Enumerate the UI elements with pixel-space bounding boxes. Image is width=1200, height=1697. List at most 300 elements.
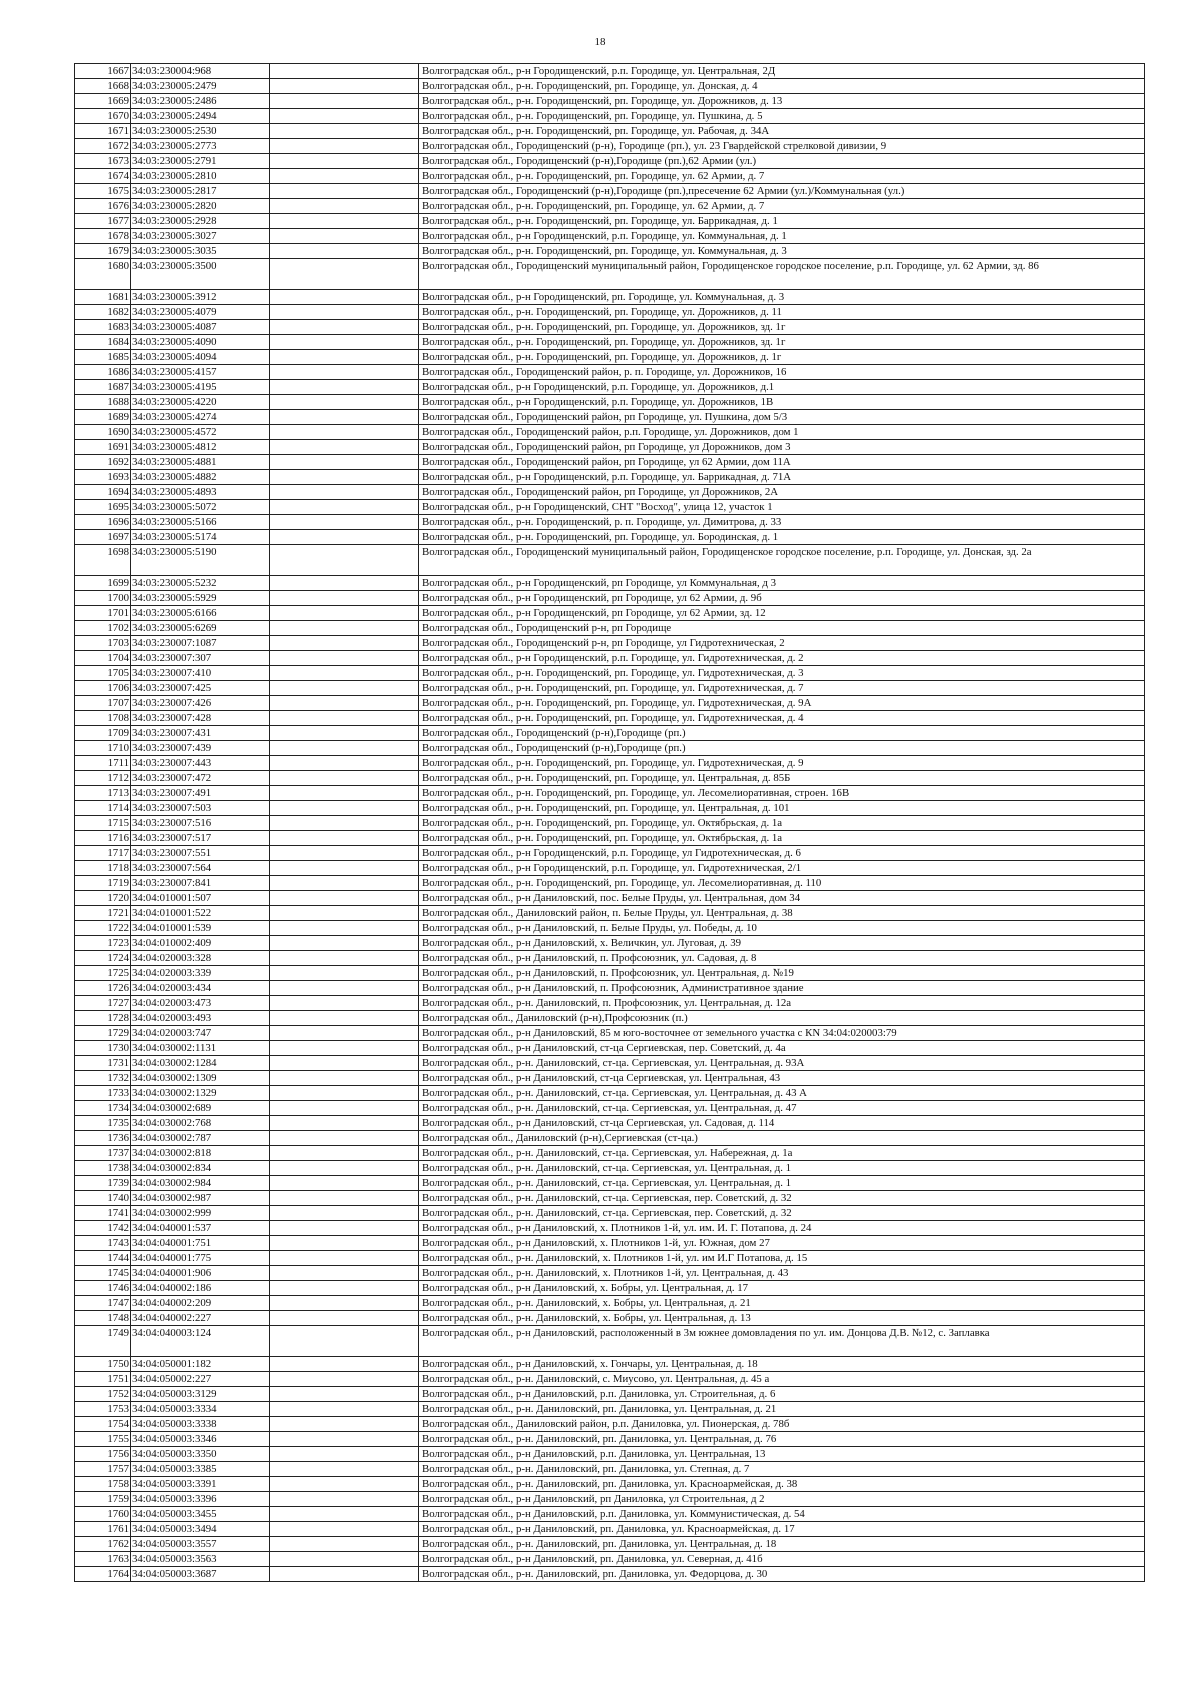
row-number-cell: 1683 bbox=[75, 320, 131, 335]
empty-cell bbox=[270, 1191, 419, 1206]
address-cell: Волгоградская обл., р-н. Городищенский, рп. Городище, ул. Дорожников, зд. 1г bbox=[419, 335, 1145, 350]
row-number-cell: 1740 bbox=[75, 1191, 131, 1206]
address-cell: Волгоградская обл., р-н Даниловский, ст-ца Сергиевская, пер. Советский, д. 4а bbox=[419, 1041, 1145, 1056]
table-row bbox=[75, 681, 1145, 696]
row-number-cell: 1677 bbox=[75, 214, 131, 229]
row-number-cell: 1745 bbox=[75, 1266, 131, 1281]
address-cell: Волгоградская обл., р-н. Городищенский, рп. Городище, ул. Баррикадная, д. 1 bbox=[419, 214, 1145, 229]
table-row bbox=[75, 184, 1145, 199]
table-row bbox=[75, 1176, 1145, 1191]
cadastral-number-cell: 34:03:230005:2530 bbox=[131, 124, 270, 139]
table-row bbox=[75, 124, 1145, 139]
row-number-cell: 1680 bbox=[75, 259, 131, 290]
cadastral-number-cell: 34:04:030002:987 bbox=[131, 1191, 270, 1206]
table-row bbox=[75, 981, 1145, 996]
address-cell: Волгоградская обл., р-н. Городищенский, рп. Городище, ул. 62 Армии, д. 7 bbox=[419, 169, 1145, 184]
empty-cell bbox=[270, 891, 419, 906]
cadastral-number-cell: 34:03:230007:425 bbox=[131, 681, 270, 696]
address-cell: Волгоградская обл., Городищенский муниципальный район, Городищенское городское поселение, р.п. Городище, ул. Донская, зд. 2а bbox=[419, 545, 1145, 576]
address-cell: Волгоградская обл., р-н Даниловский, х. Величкин, ул. Луговая, д. 39 bbox=[419, 936, 1145, 951]
row-number-cell: 1689 bbox=[75, 410, 131, 425]
row-number-cell: 1693 bbox=[75, 470, 131, 485]
table-row bbox=[75, 666, 1145, 681]
empty-cell bbox=[270, 846, 419, 861]
cadastral-number-cell: 34:03:230005:2928 bbox=[131, 214, 270, 229]
address-cell: Волгоградская обл., Городищенский район, р. п. Городище, ул. Дорожников, 16 bbox=[419, 365, 1145, 380]
address-cell: Волгоградская обл., Даниловский (р-н),Сергиевская (ст-ца.) bbox=[419, 1131, 1145, 1146]
table-row bbox=[75, 1447, 1145, 1462]
table-row bbox=[75, 831, 1145, 846]
register-table bbox=[74, 63, 1145, 1582]
table-row bbox=[75, 1507, 1145, 1522]
cadastral-number-cell: 34:04:030002:818 bbox=[131, 1146, 270, 1161]
row-number-cell: 1714 bbox=[75, 801, 131, 816]
address-cell: Волгоградская обл., Городищенский муниципальный район, Городищенское городское поселение, р.п. Городище, ул. 62 Армии, зд. 86 bbox=[419, 259, 1145, 290]
table-row bbox=[75, 244, 1145, 259]
table-row bbox=[75, 636, 1145, 651]
address-cell: Волгоградская обл., р-н Городищенский, рп. Городище, ул. Коммунальная, д. 3 bbox=[419, 290, 1145, 305]
empty-cell bbox=[270, 741, 419, 756]
empty-cell bbox=[270, 455, 419, 470]
address-cell: Волгоградская обл., р-н. Даниловский, ст-ца. Сергиевская, пер. Советский, д. 32 bbox=[419, 1206, 1145, 1221]
row-number-cell: 1692 bbox=[75, 455, 131, 470]
cadastral-number-cell: 34:04:050003:3455 bbox=[131, 1507, 270, 1522]
row-number-cell: 1737 bbox=[75, 1146, 131, 1161]
address-cell: Волгоградская обл., р-н. Даниловский, ст-ца. Сергиевская, ул. Центральная, д. 47 bbox=[419, 1101, 1145, 1116]
empty-cell bbox=[270, 1011, 419, 1026]
row-number-cell: 1755 bbox=[75, 1432, 131, 1447]
empty-cell bbox=[270, 801, 419, 816]
row-number-cell: 1718 bbox=[75, 861, 131, 876]
address-cell: Волгоградская обл., р-н Городищенский, рп Городище, ул Коммунальная, д 3 bbox=[419, 576, 1145, 591]
address-cell: Волгоградская обл., Городищенский р-н, рп Городище bbox=[419, 621, 1145, 636]
table-row bbox=[75, 1326, 1145, 1357]
empty-cell bbox=[270, 756, 419, 771]
address-cell: Волгоградская обл., р-н. Городищенский, рп. Городище, ул. Лесомелиоративная, строен. 16В bbox=[419, 786, 1145, 801]
row-number-cell: 1725 bbox=[75, 966, 131, 981]
row-number-cell: 1762 bbox=[75, 1537, 131, 1552]
address-cell: Волгоградская обл., р-н. Городищенский, рп. Городище, ул. Дорожников, д. 1г bbox=[419, 350, 1145, 365]
cadastral-number-cell: 34:04:050003:3129 bbox=[131, 1387, 270, 1402]
cadastral-number-cell: 34:04:010001:507 bbox=[131, 891, 270, 906]
empty-cell bbox=[270, 425, 419, 440]
cadastral-number-cell: 34:03:230005:4079 bbox=[131, 305, 270, 320]
row-number-cell: 1738 bbox=[75, 1161, 131, 1176]
empty-cell bbox=[270, 1357, 419, 1372]
cadastral-number-cell: 34:04:030002:999 bbox=[131, 1206, 270, 1221]
address-cell: Волгоградская обл., р-н Даниловский, х. Плотников 1-й, ул. Южная, дом 27 bbox=[419, 1236, 1145, 1251]
address-cell: Волгоградская обл., р-н Даниловский, р.п. Даниловка, ул. Центральная, 13 bbox=[419, 1447, 1145, 1462]
table-row bbox=[75, 1161, 1145, 1176]
address-cell: Волгоградская обл., р-н. Городищенский, рп. Городище, ул. Коммунальная, д. 3 bbox=[419, 244, 1145, 259]
table-row bbox=[75, 154, 1145, 169]
row-number-cell: 1674 bbox=[75, 169, 131, 184]
table-row bbox=[75, 1236, 1145, 1251]
table-row bbox=[75, 891, 1145, 906]
row-number-cell: 1713 bbox=[75, 786, 131, 801]
address-cell: Волгоградская обл., р-н. Городищенский, рп. Городище, ул. 62 Армии, д. 7 bbox=[419, 199, 1145, 214]
empty-cell bbox=[270, 1296, 419, 1311]
cadastral-number-cell: 34:03:230005:2494 bbox=[131, 109, 270, 124]
address-cell: Волгоградская обл., р-н Даниловский, п. Профсоюзник, ул. Центральная, д. №19 bbox=[419, 966, 1145, 981]
cadastral-number-cell: 34:03:230005:2486 bbox=[131, 94, 270, 109]
cadastral-number-cell: 34:04:040001:751 bbox=[131, 1236, 270, 1251]
empty-cell bbox=[270, 1026, 419, 1041]
row-number-cell: 1710 bbox=[75, 741, 131, 756]
address-cell: Волгоградская обл., р-н. Даниловский, ст-ца. Сергиевская, пер. Советский, д. 32 bbox=[419, 1191, 1145, 1206]
table-row bbox=[75, 320, 1145, 335]
row-number-cell: 1684 bbox=[75, 335, 131, 350]
table-row bbox=[75, 545, 1145, 576]
row-number-cell: 1717 bbox=[75, 846, 131, 861]
cadastral-number-cell: 34:04:050003:3385 bbox=[131, 1462, 270, 1477]
empty-cell bbox=[270, 290, 419, 305]
table-row bbox=[75, 1462, 1145, 1477]
empty-cell bbox=[270, 1447, 419, 1462]
table-row bbox=[75, 1552, 1145, 1567]
cadastral-number-cell: 34:03:230007:551 bbox=[131, 846, 270, 861]
empty-cell bbox=[270, 1071, 419, 1086]
address-cell: Волгоградская обл., р-н. Городищенский, рп. Городище, ул. Центральная, д. 85Б bbox=[419, 771, 1145, 786]
empty-cell bbox=[270, 244, 419, 259]
row-number-cell: 1727 bbox=[75, 996, 131, 1011]
table-row bbox=[75, 470, 1145, 485]
table-row bbox=[75, 1221, 1145, 1236]
empty-cell bbox=[270, 410, 419, 425]
cadastral-number-cell: 34:04:050001:182 bbox=[131, 1357, 270, 1372]
table-row bbox=[75, 1537, 1145, 1552]
empty-cell bbox=[270, 1206, 419, 1221]
cadastral-number-cell: 34:03:230005:2773 bbox=[131, 139, 270, 154]
row-number-cell: 1690 bbox=[75, 425, 131, 440]
cadastral-number-cell: 34:03:230005:2479 bbox=[131, 79, 270, 94]
empty-cell bbox=[270, 440, 419, 455]
cadastral-number-cell: 34:03:230007:431 bbox=[131, 726, 270, 741]
empty-cell bbox=[270, 199, 419, 214]
row-number-cell: 1701 bbox=[75, 606, 131, 621]
row-number-cell: 1736 bbox=[75, 1131, 131, 1146]
empty-cell bbox=[270, 831, 419, 846]
empty-cell bbox=[270, 1086, 419, 1101]
cadastral-number-cell: 34:04:020003:493 bbox=[131, 1011, 270, 1026]
address-cell: Волгоградская обл., р-н. Городищенский, рп. Городище, ул. Дорожников, д. 11 bbox=[419, 305, 1145, 320]
table-row bbox=[75, 996, 1145, 1011]
empty-cell bbox=[270, 906, 419, 921]
cadastral-number-cell: 34:04:050003:3338 bbox=[131, 1417, 270, 1432]
address-cell: Волгоградская обл., р-н Даниловский, п. Профсоюзник, Административное здание bbox=[419, 981, 1145, 996]
empty-cell bbox=[270, 951, 419, 966]
address-cell: Волгоградская обл., р-н Городищенский, р.п. Городище, ул. Баррикадная, д. 71А bbox=[419, 470, 1145, 485]
table-row bbox=[75, 951, 1145, 966]
table-row bbox=[75, 485, 1145, 500]
row-number-cell: 1669 bbox=[75, 94, 131, 109]
address-cell: Волгоградская обл., р-н Городищенский, р.п. Городище, ул. Дорожников, 1В bbox=[419, 395, 1145, 410]
cadastral-number-cell: 34:03:230005:2820 bbox=[131, 199, 270, 214]
table-row bbox=[75, 440, 1145, 455]
row-number-cell: 1712 bbox=[75, 771, 131, 786]
empty-cell bbox=[270, 621, 419, 636]
empty-cell bbox=[270, 545, 419, 576]
table-row bbox=[75, 696, 1145, 711]
cadastral-number-cell: 34:04:050003:3687 bbox=[131, 1567, 270, 1582]
cadastral-number-cell: 34:03:230005:4087 bbox=[131, 320, 270, 335]
address-cell: Волгоградская обл., р-н Городищенский, р.п. Городище, ул. Гидротехническая, д. 2 bbox=[419, 651, 1145, 666]
row-number-cell: 1673 bbox=[75, 154, 131, 169]
table-row bbox=[75, 500, 1145, 515]
address-cell: Волгоградская обл., р-н. Городищенский, рп. Городище, ул. Дорожников, зд. 1г bbox=[419, 320, 1145, 335]
empty-cell bbox=[270, 711, 419, 726]
table-row bbox=[75, 936, 1145, 951]
cadastral-number-cell: 34:04:050003:3391 bbox=[131, 1477, 270, 1492]
row-number-cell: 1681 bbox=[75, 290, 131, 305]
row-number-cell: 1730 bbox=[75, 1041, 131, 1056]
cadastral-number-cell: 34:03:230005:2817 bbox=[131, 184, 270, 199]
empty-cell bbox=[270, 1567, 419, 1582]
cadastral-number-cell: 34:03:230007:410 bbox=[131, 666, 270, 681]
row-number-cell: 1719 bbox=[75, 876, 131, 891]
table-row bbox=[75, 380, 1145, 395]
empty-cell bbox=[270, 1507, 419, 1522]
address-cell: Волгоградская обл., р-н Даниловский, рп. Даниловка, ул. Северная, д. 41б bbox=[419, 1552, 1145, 1567]
table-row bbox=[75, 591, 1145, 606]
address-cell: Волгоградская обл., р-н. Даниловский, рп. Даниловка, ул. Степная, д. 7 bbox=[419, 1462, 1145, 1477]
row-number-cell: 1723 bbox=[75, 936, 131, 951]
cadastral-number-cell: 34:04:050003:3557 bbox=[131, 1537, 270, 1552]
table-row bbox=[75, 1477, 1145, 1492]
address-cell: Волгоградская обл., Городищенский (р-н), Городище (рп.), ул. 23 Гвардейской стрелковой дивизии, 9 bbox=[419, 139, 1145, 154]
row-number-cell: 1744 bbox=[75, 1251, 131, 1266]
cadastral-number-cell: 34:03:230007:472 bbox=[131, 771, 270, 786]
cadastral-number-cell: 34:03:230005:4220 bbox=[131, 395, 270, 410]
empty-cell bbox=[270, 79, 419, 94]
address-cell: Волгоградская обл., р-н. Даниловский, х. Плотников 1-й, ул. Центральная, д. 43 bbox=[419, 1266, 1145, 1281]
address-cell: Волгоградская обл., р-н Городищенский, р.п. Городище, ул Гидротехническая, д. 6 bbox=[419, 846, 1145, 861]
address-cell: Волгоградская обл., Городищенский район, рп Городище, ул Дорожников, дом 3 bbox=[419, 440, 1145, 455]
cadastral-number-cell: 34:04:040002:227 bbox=[131, 1311, 270, 1326]
address-cell: Волгоградская обл., р-н. Городищенский, рп. Городище, ул. Дорожников, д. 13 bbox=[419, 94, 1145, 109]
row-number-cell: 1688 bbox=[75, 395, 131, 410]
row-number-cell: 1742 bbox=[75, 1221, 131, 1236]
empty-cell bbox=[270, 876, 419, 891]
cadastral-number-cell: 34:03:230005:4157 bbox=[131, 365, 270, 380]
row-number-cell: 1700 bbox=[75, 591, 131, 606]
empty-cell bbox=[270, 184, 419, 199]
row-number-cell: 1672 bbox=[75, 139, 131, 154]
table-row bbox=[75, 1131, 1145, 1146]
address-cell: Волгоградская обл., р-н. Городищенский, рп. Городище, ул. Гидротехническая, д. 3 bbox=[419, 666, 1145, 681]
address-cell: Волгоградская обл., Даниловский район, п. Белые Пруды, ул. Центральная, д. 38 bbox=[419, 906, 1145, 921]
address-cell: Волгоградская обл., Городищенский (р-н),Городище (рп.),пресечение 62 Армии (ул.)/Коммунальная (ул.) bbox=[419, 184, 1145, 199]
address-cell: Волгоградская обл., р-н Даниловский, расположенный в 3м южнее домовладения по ул. им. Донцова Д.В. №12, с. Заплавка bbox=[419, 1326, 1145, 1357]
page-number: 18 bbox=[594, 36, 606, 48]
table-row bbox=[75, 214, 1145, 229]
table-row bbox=[75, 1071, 1145, 1086]
row-number-cell: 1748 bbox=[75, 1311, 131, 1326]
address-cell: Волгоградская обл., р-н Городищенский, рп Городище, ул 62 Армии, д. 9б bbox=[419, 591, 1145, 606]
row-number-cell: 1721 bbox=[75, 906, 131, 921]
cadastral-number-cell: 34:04:040001:537 bbox=[131, 1221, 270, 1236]
table-row bbox=[75, 94, 1145, 109]
row-number-cell: 1698 bbox=[75, 545, 131, 576]
address-cell: Волгоградская обл., р-н Даниловский, р.п. Даниловка, ул. Строительная, д. 6 bbox=[419, 1387, 1145, 1402]
table-row bbox=[75, 395, 1145, 410]
empty-cell bbox=[270, 500, 419, 515]
table-row bbox=[75, 1146, 1145, 1161]
empty-cell bbox=[270, 169, 419, 184]
cadastral-number-cell: 34:03:230005:6269 bbox=[131, 621, 270, 636]
table-row bbox=[75, 335, 1145, 350]
address-cell: Волгоградская обл., р-н. Городищенский, рп. Городище, ул. Лесомелиоративная, д. 110 bbox=[419, 876, 1145, 891]
cadastral-number-cell: 34:03:230007:428 bbox=[131, 711, 270, 726]
row-number-cell: 1704 bbox=[75, 651, 131, 666]
table-row bbox=[75, 530, 1145, 545]
address-cell: Волгоградская обл., р-н Даниловский, х. Плотников 1-й, ул. им. И. Г. Потапова, д. 24 bbox=[419, 1221, 1145, 1236]
address-cell: Волгоградская обл., р-н. Даниловский, ст-ца. Сергиевская, ул. Центральная, д. 93А bbox=[419, 1056, 1145, 1071]
row-number-cell: 1720 bbox=[75, 891, 131, 906]
empty-cell bbox=[270, 1221, 419, 1236]
row-number-cell: 1703 bbox=[75, 636, 131, 651]
empty-cell bbox=[270, 1477, 419, 1492]
empty-cell bbox=[270, 921, 419, 936]
empty-cell bbox=[270, 380, 419, 395]
cadastral-number-cell: 34:03:230005:2810 bbox=[131, 169, 270, 184]
empty-cell bbox=[270, 1266, 419, 1281]
row-number-cell: 1763 bbox=[75, 1552, 131, 1567]
table-row bbox=[75, 651, 1145, 666]
address-cell: Волгоградская обл., р-н Даниловский, х. Гончары, ул. Центральная, д. 18 bbox=[419, 1357, 1145, 1372]
address-cell: Волгоградская обл., р-н Даниловский, п. Белые Пруды, ул. Победы, д. 10 bbox=[419, 921, 1145, 936]
row-number-cell: 1764 bbox=[75, 1567, 131, 1582]
empty-cell bbox=[270, 981, 419, 996]
cadastral-number-cell: 34:04:010002:409 bbox=[131, 936, 270, 951]
empty-cell bbox=[270, 320, 419, 335]
address-cell: Волгоградская обл., р-н Городищенский, р.п. Городище, ул. Гидротехническая, 2/1 bbox=[419, 861, 1145, 876]
row-number-cell: 1682 bbox=[75, 305, 131, 320]
cadastral-number-cell: 34:04:050003:3334 bbox=[131, 1402, 270, 1417]
row-number-cell: 1729 bbox=[75, 1026, 131, 1041]
empty-cell bbox=[270, 139, 419, 154]
row-number-cell: 1754 bbox=[75, 1417, 131, 1432]
table-row bbox=[75, 350, 1145, 365]
row-number-cell: 1728 bbox=[75, 1011, 131, 1026]
empty-cell bbox=[270, 470, 419, 485]
empty-cell bbox=[270, 1161, 419, 1176]
empty-cell bbox=[270, 651, 419, 666]
address-cell: Волгоградская обл., р-н Даниловский, рп Даниловка, ул Строительная, д 2 bbox=[419, 1492, 1145, 1507]
row-number-cell: 1705 bbox=[75, 666, 131, 681]
empty-cell bbox=[270, 1462, 419, 1477]
row-number-cell: 1733 bbox=[75, 1086, 131, 1101]
row-number-cell: 1667 bbox=[75, 64, 131, 79]
row-number-cell: 1731 bbox=[75, 1056, 131, 1071]
row-number-cell: 1749 bbox=[75, 1326, 131, 1357]
table-row bbox=[75, 229, 1145, 244]
cadastral-number-cell: 34:03:230005:4572 bbox=[131, 425, 270, 440]
row-number-cell: 1668 bbox=[75, 79, 131, 94]
table-row bbox=[75, 109, 1145, 124]
address-cell: Волгоградская обл., р-н. Даниловский, рп. Даниловка, ул. Красноармейская, д. 38 bbox=[419, 1477, 1145, 1492]
cadastral-number-cell: 34:04:030002:1309 bbox=[131, 1071, 270, 1086]
row-number-cell: 1722 bbox=[75, 921, 131, 936]
cadastral-number-cell: 34:03:230005:5166 bbox=[131, 515, 270, 530]
table-row bbox=[75, 1251, 1145, 1266]
table-row bbox=[75, 1296, 1145, 1311]
empty-cell bbox=[270, 576, 419, 591]
row-number-cell: 1707 bbox=[75, 696, 131, 711]
row-number-cell: 1711 bbox=[75, 756, 131, 771]
address-cell: Волгоградская обл., р-н. Городищенский, рп. Городище, ул. Центральная, д. 101 bbox=[419, 801, 1145, 816]
row-number-cell: 1686 bbox=[75, 365, 131, 380]
empty-cell bbox=[270, 726, 419, 741]
cadastral-number-cell: 34:03:230007:564 bbox=[131, 861, 270, 876]
address-cell: Волгоградская обл., р-н Даниловский, 85 м юго-восточнее от земельного участка с КN 34:04:020003:79 bbox=[419, 1026, 1145, 1041]
table-row bbox=[75, 771, 1145, 786]
cadastral-number-cell: 34:04:050003:3350 bbox=[131, 1447, 270, 1462]
cadastral-number-cell: 34:04:020003:339 bbox=[131, 966, 270, 981]
cadastral-number-cell: 34:04:030002:768 bbox=[131, 1116, 270, 1131]
row-number-cell: 1695 bbox=[75, 500, 131, 515]
address-cell: Волгоградская обл., р-н. Даниловский, с. Миусово, ул. Центральная, д. 45 а bbox=[419, 1372, 1145, 1387]
address-cell: Волгоградская обл., р-н. Городищенский, рп. Городище, ул. Гидротехническая, д. 9А bbox=[419, 696, 1145, 711]
table-row bbox=[75, 1266, 1145, 1281]
empty-cell bbox=[270, 1056, 419, 1071]
row-number-cell: 1699 bbox=[75, 576, 131, 591]
table-row bbox=[75, 1086, 1145, 1101]
row-number-cell: 1752 bbox=[75, 1387, 131, 1402]
cadastral-number-cell: 34:03:230007:443 bbox=[131, 756, 270, 771]
table-row bbox=[75, 305, 1145, 320]
table-row bbox=[75, 801, 1145, 816]
empty-cell bbox=[270, 229, 419, 244]
address-cell: Волгоградская обл., Городищенский (р-н),Городище (рп.),62 Армии (ул.) bbox=[419, 154, 1145, 169]
row-number-cell: 1716 bbox=[75, 831, 131, 846]
row-number-cell: 1696 bbox=[75, 515, 131, 530]
table-row bbox=[75, 64, 1145, 79]
cadastral-number-cell: 34:04:050003:3494 bbox=[131, 1522, 270, 1537]
empty-cell bbox=[270, 786, 419, 801]
empty-cell bbox=[270, 936, 419, 951]
table-row bbox=[75, 1116, 1145, 1131]
table-row bbox=[75, 1357, 1145, 1372]
cadastral-number-cell: 34:04:020003:328 bbox=[131, 951, 270, 966]
address-cell: Волгоградская обл., р-н. Даниловский, ст-ца. Сергиевская, ул. Набережная, д. 1а bbox=[419, 1146, 1145, 1161]
row-number-cell: 1735 bbox=[75, 1116, 131, 1131]
row-number-cell: 1759 bbox=[75, 1492, 131, 1507]
address-cell: Волгоградская обл., р-н Даниловский, рп. Даниловка, ул. Красноармейская, д. 17 bbox=[419, 1522, 1145, 1537]
address-cell: Волгоградская обл., р-н. Даниловский, п. Профсоюзник, ул. Центральная, д. 12а bbox=[419, 996, 1145, 1011]
empty-cell bbox=[270, 696, 419, 711]
cadastral-number-cell: 34:04:020003:473 bbox=[131, 996, 270, 1011]
table-row bbox=[75, 726, 1145, 741]
cadastral-number-cell: 34:03:230005:4882 bbox=[131, 470, 270, 485]
cadastral-number-cell: 34:03:230007:426 bbox=[131, 696, 270, 711]
empty-cell bbox=[270, 1326, 419, 1357]
table-row bbox=[75, 1522, 1145, 1537]
register-table-body bbox=[75, 64, 1145, 1582]
row-number-cell: 1685 bbox=[75, 350, 131, 365]
empty-cell bbox=[270, 1432, 419, 1447]
address-cell: Волгоградская обл., р-н Даниловский, х. Бобры, ул. Центральная, д. 17 bbox=[419, 1281, 1145, 1296]
cadastral-number-cell: 34:04:020003:434 bbox=[131, 981, 270, 996]
empty-cell bbox=[270, 350, 419, 365]
row-number-cell: 1678 bbox=[75, 229, 131, 244]
table-row bbox=[75, 1056, 1145, 1071]
row-number-cell: 1697 bbox=[75, 530, 131, 545]
table-row bbox=[75, 1191, 1145, 1206]
cadastral-number-cell: 34:03:230005:5929 bbox=[131, 591, 270, 606]
address-cell: Волгоградская обл., р-н. Даниловский, х. Бобры, ул. Центральная, д. 13 bbox=[419, 1311, 1145, 1326]
row-number-cell: 1702 bbox=[75, 621, 131, 636]
